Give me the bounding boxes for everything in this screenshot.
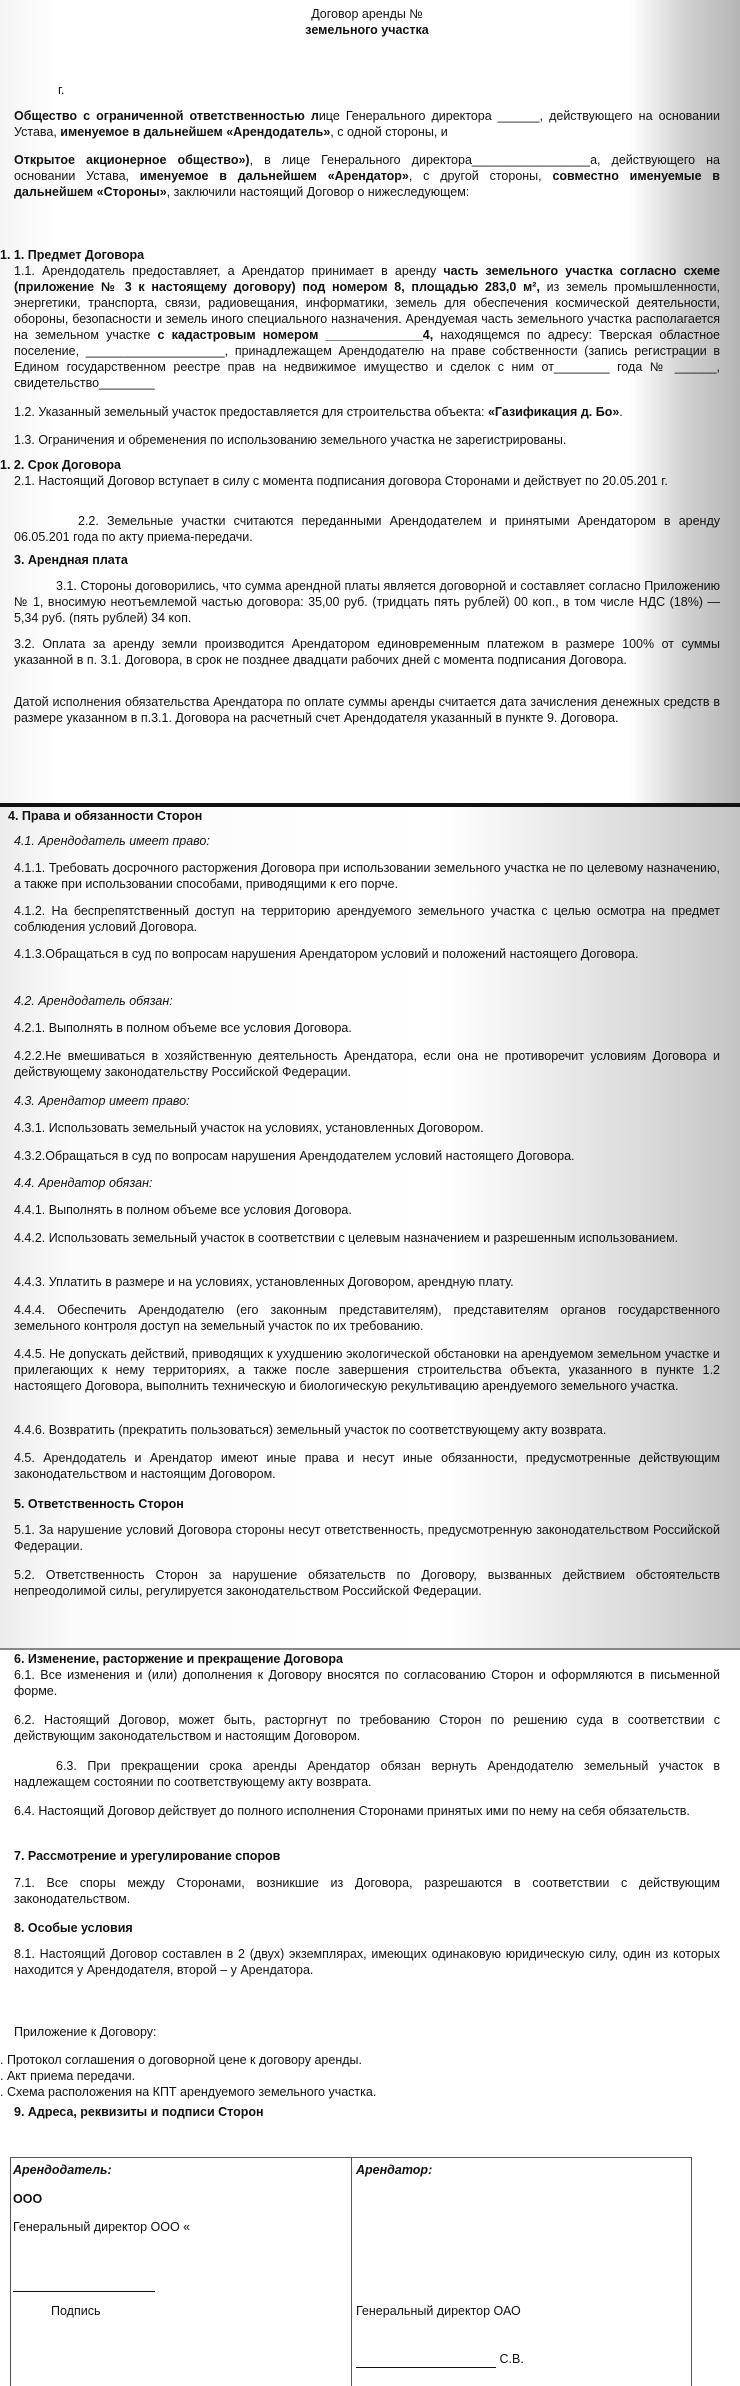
clause-4-1-1: 4.1.1. Требовать досрочного расторжения Договора при использовании земельного участка не по целевому назначению, а также при использовании способами, приводящими к его порче. <box>14 861 720 891</box>
appendix-list <box>0 2052 706 2100</box>
clause-4-4-5: 4.4.5. Не допускать действий, приводящих к ухудшению экологической обстановки на арендуемом земельном участке и прилегающих к нему территориях, а также после завершения строительства объекта, указанного в пункте 1.2 настоящего Договора, выполнить техническую и биологическую рекультивацию арендуемого земельного участка. <box>14 1347 720 1393</box>
lessor-text-end: , с одной стороны, и <box>330 125 448 139</box>
section-4-heading: 4. Права и обязанности Сторон <box>8 809 203 823</box>
section-1-heading: 1. 1. Предмет Договора <box>0 248 145 262</box>
clause-6-1: 6.1. Все изменения и (или) дополнения к Договору вносятся по согласованию Сторон и оформляются в письменной форме. <box>14 1668 720 1698</box>
clause-3-1: 3.1. Стороны договорились, что сумма арендной платы является договорной и составляет согласно Приложению № 1, вносимую неотъемлемой частью договора: 35,00 руб. (тридцать пять рублей) 00 коп., в том числе НДС (18%) — 5,34 руб. (пять рублей) 34 коп. <box>14 579 720 625</box>
clause-5-2: 5.2. Ответственность Сторон за нарушение обязательств по Договору, вызванных действием обстоятельств непреодолимой силы, регулируется законодательством Российской Федерации. <box>14 1568 720 1598</box>
party-lessor <box>14 108 720 140</box>
clause-2-1: 2.1. Настоящий Договор вступает в силу с момента подписания договора Сторонами и действует по 20.05.201 г. <box>14 474 668 488</box>
clause-4-4-heading: 4.4. Арендатор обязан: <box>14 1176 153 1190</box>
signature-table <box>10 2157 692 2386</box>
clause-4-1-2: 4.1.2. На беспрепятственный доступ на территорию арендуемого земельного участка с целью осмотра на предмет соблюдения условий Договора. <box>14 904 720 934</box>
title-line-1: Договор аренды № <box>311 7 423 21</box>
lessor-sign-line <box>13 2275 155 2292</box>
clause-2-2: 2.2. Земельные участки считаются переданными Арендодателем и принятыми Арендатором в аренду 06.05.201 года по акту приема-передачи. <box>14 514 720 544</box>
lessee-sign-row <box>356 2351 524 2368</box>
clause-4-5: 4.5. Арендодатель и Арендатор имеют иные права и несут иные обязанности, предусмотренные действующим законодательством и настоящим Договором. <box>14 1451 720 1481</box>
appendix-title: Приложение к Договору: <box>14 2025 157 2039</box>
appendix-item: . Протокол соглашения о договорной цене к договору аренды. <box>0 2053 362 2067</box>
lessor-director: Генеральный директор ООО « <box>13 2220 191 2234</box>
lessor-designation: именуемое в дальнейшем «Арендодатель» <box>60 125 331 139</box>
title-line-2: земельного участка <box>305 23 429 37</box>
clause-6-2: 6.2. Настоящий Договор, может быть, расторгнут по требованию Сторон по решению суда в соответствии с действующим законодательством и настоящим Договором. <box>14 1713 720 1743</box>
clause-3-2: 3.2. Оплата за аренду земли производится Арендатором единовременным платежом в размере 100% от суммы указанной в п. 3.1. Договора, в срок не позднее двадцати рабочих дней с момента подписания Договора. <box>14 637 720 667</box>
section-2-heading: 1. 2. Срок Договора <box>0 458 121 472</box>
appendix-item: . Схема расположения на КПТ арендуемого земельного участка. <box>0 2085 377 2099</box>
clause-3-3: Датой исполнения обязательства Арендатора по оплате суммы аренды считается дата зачисления денежных средств в размере указанном в п.3.1. Договора на расчетный счет Арендодателя указанный в пункте 9. Договора. <box>14 695 720 725</box>
page-separator <box>0 803 740 807</box>
parties-designation: совместно именуемые в дальнейшем «Стороны» <box>14 169 720 199</box>
section-7-heading: 7. Рассмотрение и урегулирование споров <box>14 1849 281 1863</box>
clause-4-1-3: 4.1.3.Обращаться в суд по вопросам нарушения Арендатором условий и положений настоящего Договора. <box>14 947 639 961</box>
party-lessee <box>14 152 720 200</box>
city-line: г. <box>58 83 65 97</box>
clause-1-1-text-3: находящемся по адресу: Тверская областное поселение, ____________________, принадлежащем Арендодателю на праве собственности (запись регистрации в Едином государственном реестре прав на недвижимое имущество и сделок с ним от________ года № ______, свидетельство________ <box>14 328 720 390</box>
appendix-item: . Акт приема передачи. <box>0 2069 136 2083</box>
lessor-sign-label: Подпись <box>51 2304 101 2318</box>
lessee-text-2: , с другой стороны, <box>408 169 553 183</box>
lessee-director: Генеральный директор ОАО <box>356 2304 521 2318</box>
clause-1-2-text: 1.2. Указанный земельный участок предоставляется для строительства объекта: <box>14 405 488 419</box>
clause-4-4-2: 4.4.2. Использовать земельный участок в соответствии с целевым назначением и разрешенным использованием. <box>14 1231 679 1245</box>
clause-4-4-3: 4.4.3. Уплатить в размере и на условиях, установленных Договором, арендную плату. <box>14 1275 514 1289</box>
table-divider <box>351 2158 352 2386</box>
lessor-title: Арендодатель: <box>13 2163 112 2177</box>
clause-1-1-bold: часть земельного участка согласно схеме (приложение № 3 к настоящему договору) под номером 8, площадью 283,0 м², <box>14 264 720 294</box>
clause-4-2-2: 4.2.2.Не вмешиваться в хозяйственную деятельность Арендатора, если она не противоречит условиям Договора и действующему законодательству Российской Федерации. <box>14 1049 720 1079</box>
clause-6-3: 6.3. При прекращении срока аренды Арендатор обязан вернуть Арендодателю земельный участок в надлежащем состоянии по соответствующему акту возврата. <box>14 1759 720 1789</box>
clause-4-1-heading: 4.1. Арендодатель имеет право: <box>14 834 210 848</box>
clause-5-1: 5.1. За нарушение условий Договора стороны несут ответственность, предусмотренную законодательством Российской Федерации. <box>14 1523 720 1553</box>
lessor-org-type: Общество с ограниченной ответственностью л <box>14 109 319 123</box>
lessor-text: ице Генерального директора ______, действующего на основании Устава, <box>14 109 721 139</box>
object-name: «Газификация д. Бо» <box>487 405 620 419</box>
section-9-heading: 9. Адреса, реквизиты и подписи Сторон <box>14 2105 264 2119</box>
clause-4-3-heading: 4.3. Арендатор имеет право: <box>14 1094 190 1108</box>
lessee-text: , в лице Генерального директора_________________а, действующего на основании Устава, <box>14 153 720 183</box>
section-5-heading: 5. Ответственность Сторон <box>14 1497 184 1511</box>
section-3-heading: 3. Арендная плата <box>14 553 128 567</box>
clause-1-3: 1.3. Ограничения и обременения по использованию земельного участка не зарегистрированы. <box>14 433 567 447</box>
clause-4-2-heading: 4.2. Арендодатель обязан: <box>14 994 173 1008</box>
clause-4-3-2: 4.3.2.Обращаться в суд по вопросам нарушения Арендодателем условий настоящего Договора. <box>14 1149 575 1163</box>
clause-1-1-text-2: из земель промышленности, энергетики, транспорта, связи, радиовещания, информатики, земель для обеспечения космической деятельности, обороны, безопасности и земель иного специального назначения. Арендуемая часть земельного участка располагается на земельном участке <box>14 280 720 342</box>
section-6-heading: 6. Изменение, расторжение и прекращение Договора <box>14 1652 343 1666</box>
clause-6-4: 6.4. Настоящий Договор действует до полного исполнения Сторонами принятых ими по нему на себя обязательств. <box>14 1804 690 1818</box>
clause-7-1: 7.1. Все споры между Сторонами, возникшие из Договора, разрешаются в соответствии с действующим законодательством. <box>14 1876 720 1906</box>
clause-4-4-1: 4.4.1. Выполнять в полном объеме все условия Договора. <box>14 1203 352 1217</box>
clause-8-1: 8.1. Настоящий Договор составлен в 2 (двух) экземплярах, имеющих одинаковую юридическую силу, один из которых находится у Арендодателя, второй – у Арендатора. <box>14 1947 720 1977</box>
lessee-org-type: Открытое акционерное общество») <box>14 153 250 167</box>
lessee-designation: именуемое в дальнейшем «Арендатор» <box>139 169 409 183</box>
cadastral-number: с кадастровым номером ______________4, <box>157 328 434 342</box>
clause-4-4-6: 4.4.6. Возвратить (прекратить пользоваться) земельный участок по соответствующему акту возврата. <box>14 1423 607 1437</box>
clause-1-1-text: 1.1. Арендодатель предоставляет, а Арендатор принимает в аренду <box>14 264 444 278</box>
clause-4-2-1: 4.2.1. Выполнять в полном объеме все условия Договора. <box>14 1021 352 1035</box>
page-separator <box>0 1648 740 1650</box>
document-title <box>14 6 720 38</box>
parties-text-end: , заключили настоящий Договор о нижеследующем: <box>166 185 470 199</box>
section-8-heading: 8. Особые условия <box>14 1921 133 1935</box>
lessee-title: Арендатор: <box>356 2163 433 2177</box>
clause-1-2-end: . <box>619 405 623 419</box>
clause-1-2 <box>14 404 720 420</box>
clause-4-4-4: 4.4.4. Обеспечить Арендодателю (его законным представителям), представителям органов государственного земельного контроля доступ на земельный участок по их требованию. <box>14 1303 720 1333</box>
clause-1-1 <box>14 263 720 391</box>
clause-4-3-1: 4.3.1. Использовать земельный участок на условиях, установленных Договором. <box>14 1121 484 1135</box>
lessee-initials: С.В. <box>499 2352 524 2366</box>
lessor-org: ООО <box>13 2192 43 2206</box>
